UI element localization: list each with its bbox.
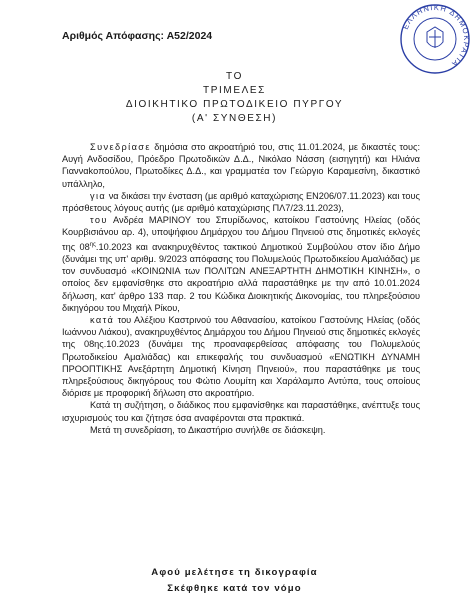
paragraph-text: του Αλέξιου Καστρινού του Αθανασίου, κατοίκου Γαστούνης Ηλείας (οδός Ιωάννου Λιάκου), ανακηρυχθέντος Δημάρχου του Δήμου Πηνειού στις δημοτικές εκλογές της 08ης.10.2023 (δυνάμει της προαναφερθείσας απόφασης του Πολυμελούς Πρωτοδικείου Αμαλιάδας) και επικεφαλής του συνδυασμού «ΕΝΩΤΙΚΗ ΔΥΝΑΜΗ ΠΡΟΟΠΤΙΚΗΣ Ανεξάρτητη Δημοτική Κίνηση Πηνειού», που παραστάθηκε με τους πληρεξούσιους δικηγόρους του Φώτιο Λουμίτη και Χαράλαμπο Αντύπα, τους οποίους διόρισε με προφορική δήλωση στο ακροατήριο. <box>62 314 420 399</box>
paragraph-text: να δικάσει την ένσταση (με αριθμό καταχώρισης ΕΝ206/07.11.2023) και τους πρόσθετους λόγους αυτής (με αριθμό καταχώρισης ΠΛ7/23.11.2023), <box>62 190 420 214</box>
document-body <box>62 141 420 436</box>
footer-line-1: Αφού μελέτησε τη δικογραφία <box>151 567 318 578</box>
svg-text:ΕΛΛΗΝΙΚΗ ΔΗΜΟΚΡΑΤΙΑ: ΕΛΛΗΝΙΚΗ ΔΗΜΟΚΡΑΤΙΑ <box>400 2 472 70</box>
title-to: ΤΟ <box>226 71 243 82</box>
paragraph-text: Ανδρέα ΜΑΡΙΝΟΥ του Σπυρίδωνος, κατοίκου Γαστούνης Ηλείας (οδός Κουρβισιάνου αρ. 4), υποψήφιου Δημάρχου του Δήμου Πηνειού στις δημοτικές εκλογές της 08 <box>62 215 420 252</box>
title-court-name: ΔΙΟΙΚΗΤΙΚΟ ΠΡΩΤΟΔΙΚΕΙΟ ΠΥΡΓΟΥ <box>125 99 344 110</box>
paragraph-hearing: Κατά τη συζήτηση, ο διάδικος που εμφανίσθηκε και παραστάθηκε, ανέπτυξε τους ισχυρισμούς του και ζήτησε όσα αναφέρονται στα πρακτικά. <box>62 400 420 423</box>
lead-word: κατά <box>90 314 115 325</box>
footer-line-2: Σκέφθηκε κατά τον νόμο <box>167 583 302 594</box>
emblem-icon <box>427 27 443 48</box>
paragraph-objection <box>62 190 420 214</box>
lead-word: για <box>90 190 107 201</box>
title-trimeles: ΤΡΙΜΕΛΕΣ <box>203 85 266 96</box>
paragraph-text-cont: .10.2023 και ανακηρυχθέντος τακτικού Δημοτικού Συμβούλου στον ίδιο Δήμο (δυνάμει της υπ' αριθμ. 9/2023 απόφασης του Πολυμελούς Πρωτοδικείου Αμαλιάδας) με τον συνδυασμό «ΚΟΙΝΩΝΙΑ των ΠΟΛΙΤΩΝ ΑΝΕΞΑΡΤΗΤΗ ΔΗΜΟΤΙΚΗ ΚΙΝΗΣΗ», ο οποίος δεν εμφανίσθηκε στο ακροατήριο αλλά παραστάθηκε με την από 10.01.2024 δήλωση, κατ' άρθρο 133 παρ. 2 του Κώδικα Διοικητικής Δικονομίας, του πληρεξούσιου δικηγόρου του Μιχαήλ Ρίκου, <box>62 241 420 313</box>
paragraph-session <box>62 141 420 190</box>
lead-word: του <box>90 215 108 226</box>
paragraph-deliberation: Μετά τη συνεδρίαση, το Δικαστήριο συνήλθε σε διάσκεψη. <box>90 424 326 435</box>
decision-number: Αριθμός Απόφασης: Α52/2024 <box>62 30 213 42</box>
ordinal-suffix: ης <box>89 241 96 248</box>
title-composition: (Α' ΣΥΝΘΕΣΗ) <box>191 113 278 124</box>
paragraph-respondent <box>62 314 420 399</box>
lead-word: Συνεδρίασε <box>90 142 151 152</box>
court-stamp <box>398 2 472 76</box>
paragraph-text: δημόσια στο ακροατήριό του, στις 11.01.2024, με δικαστές τους: Αυγή Ανδοσίδου, Πρόεδρο Πρωτοδικών Δ.Δ., Νικόλαο Νάσση (εισηγητή) και Ηλιάνα Γιανναkoπούλου, Πρωτοδίκες Δ.Δ., και γραμματέα τον Γεώργιο Καραμεσίνη, δικαστικό υπάλληλο, <box>62 142 420 189</box>
paragraph-applicant <box>62 214 420 314</box>
